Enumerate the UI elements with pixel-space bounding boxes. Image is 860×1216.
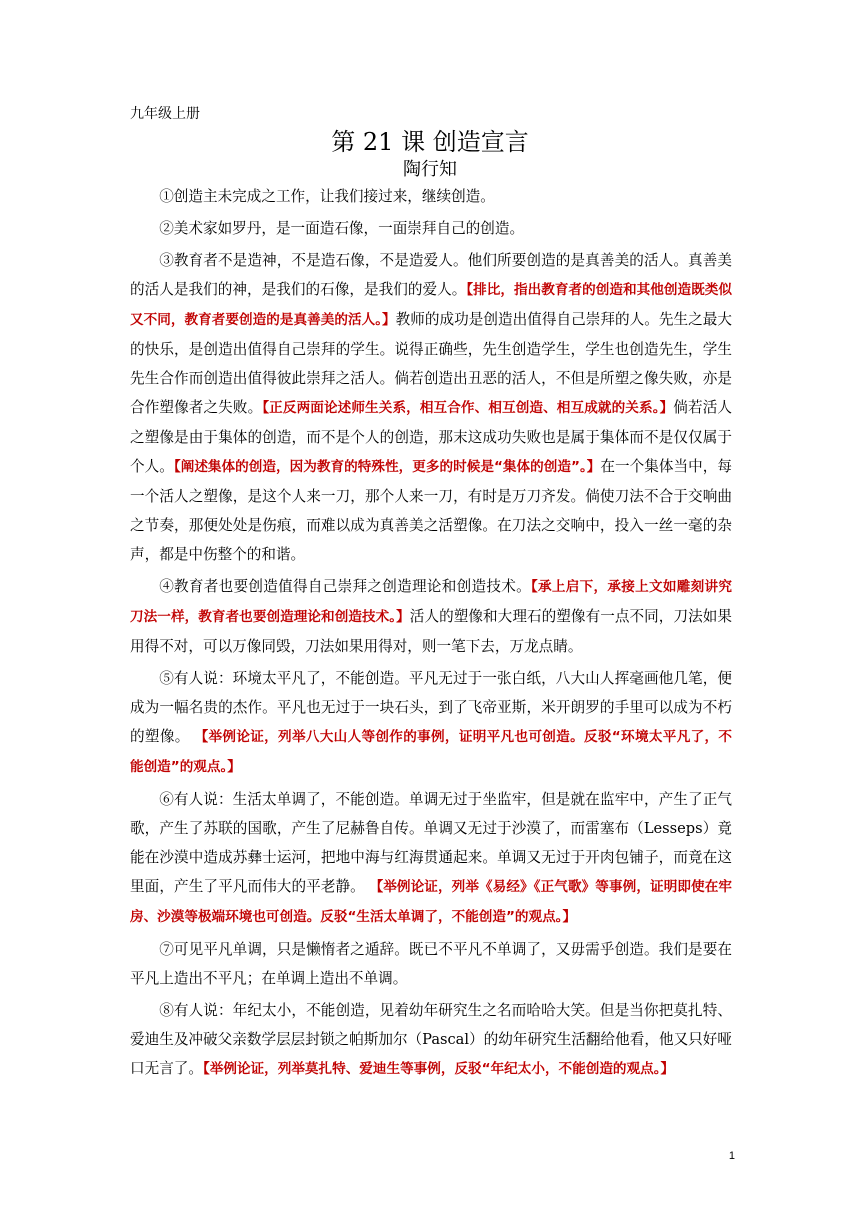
paragraph-2	[130, 214, 732, 243]
grade-label: 九年级上册	[130, 106, 200, 122]
paragraph-3	[130, 246, 732, 569]
paragraph-text: ②美术家如罗丹，是一面造石像，一面崇拜自己的创造。	[159, 220, 525, 237]
annotation-note: 【举例论证，列举《易经》《正气歌》等事例，证明即使在牢房、沙漠等极端环境也可创造。反驳“生活太单调了，不能创造”的观点。】	[130, 879, 732, 925]
paragraph-text: ③教育者不是造神，不是造石像，不是造爱人。他们所要创造的是真善美的活人。真善美的活人是我们的神，是我们的石像，是我们的爱人。	[130, 252, 732, 298]
paragraph-text: ④教育者也要创造值得自己崇拜之创造理论和创造技术。	[159, 578, 531, 595]
annotation-note: 【举例论证，列举莫扎特、爱迪生等事例，反驳“年纪太小，不能创造的观点。】	[202, 1061, 675, 1077]
article-body	[130, 182, 732, 1087]
paragraph-text: 倘若活人之塑像是由于集体的创造，而不是个人的创造，那末这成功失败也是属于集体而不是仅仅属于个人。	[130, 399, 732, 475]
paragraph-text: ⑧有人说：年纪太小，不能创造，见着幼年研究生之名而哈哈大笑。但是当你把莫扎特、爱迪生及冲破父亲数学层层封锁之帕斯加尔（Pascal）的幼年研究生活翻给他看，他又只好哑口无言了。	[130, 1002, 732, 1077]
paragraph-7	[130, 935, 732, 993]
paragraph-text: ⑦可见平凡单调，只是懒惰者之遁辞。既已不平凡不单调了，又毋需乎创造。我们是要在平凡上造出不平凡；在单调上造出不单调。	[130, 941, 732, 987]
author-name: 陶行知	[403, 159, 457, 180]
paragraph-text: ⑥有人说：生活太单调了，不能创造。单调无过于坐监牢，但是就在监牢中，产生了正气歌，产生了苏联的国歌，产生了尼赫鲁自传。单调又无过于沙漠了，而雷塞布（Lesseps）竟能在沙漠中造成苏彝士运河，把地中海与红海贯通起来。单调又无过于开肉包铺子，而竟在这里面，产生了平凡而伟大的平老静。	[130, 791, 732, 895]
paragraph-5	[130, 664, 732, 782]
paragraph-text: 在一个集体当中，每一个活人之塑像，是这个人来一刀，那个人来一刀，有时是万刀齐发。倘使刀法不合于交响曲之节奏，那便处处是伤痕，而难以成为真善美之活塑像。在刀法之交响中，投入一丝一毫的杂声，都是中伤整个的和谐。	[130, 458, 732, 563]
annotation-note: 【举例论证，列举八大山人等创作的事例，证明平凡也可创造。反驳“环境太平凡了，不能创造”的观点。】	[130, 729, 733, 775]
paragraph-text: ①创造主未完成之工作，让我们接过来，继续创造。	[159, 188, 495, 205]
paragraph-8	[130, 996, 732, 1084]
lesson-title: 第 21 课 创造宣言	[331, 128, 529, 156]
paragraph-4	[130, 572, 732, 661]
paragraph-text: 活人的塑像和大理石的塑像有一点不同，刀法如果用得不对，可以万像同毁，刀法如果用得对，则一笔下去，万龙点睛。	[130, 608, 732, 655]
annotation-note: 【正反两面论述师生关系，相互合作、相互创造、相互成就的关系。】	[262, 400, 674, 416]
paragraph-1	[130, 182, 732, 211]
annotation-note: 【排比，指出教育者的创造和其他创造既类似又不同，教育者要创造的是真善美的活人。】	[130, 282, 732, 328]
paragraph-text: 教师的成功是创造出值得自己崇拜的人。先生之最大的快乐，是创造出值得自己崇拜的学生。说得正确些，先生创造学生，学生也创造先生，学生先生合作而创造出值得彼此崇拜之活人。倘若创造出丑恶的活人，不但是所塑之像失败，亦是合作塑像者之失败。	[130, 311, 732, 416]
annotation-note: 【阐述集体的创造，因为教育的特殊性，更多的时候是“集体的创造”。】	[173, 459, 601, 475]
page-number: 1	[728, 1150, 735, 1162]
paragraph-6	[130, 785, 732, 932]
annotation-note: 【承上启下，承接上文如雕刻讲究刀法一样，教育者也要创造理论和创造技术。】	[130, 579, 732, 625]
paragraph-text: ⑤有人说：环境太平凡了，不能创造。平凡无过于一张白纸，八大山人挥毫画他几笔，便成为一幅名贵的杰作。平凡也无过于一块石头，到了飞帝亚斯，米开朗罗的手里可以成为不朽的塑像。	[130, 670, 732, 745]
